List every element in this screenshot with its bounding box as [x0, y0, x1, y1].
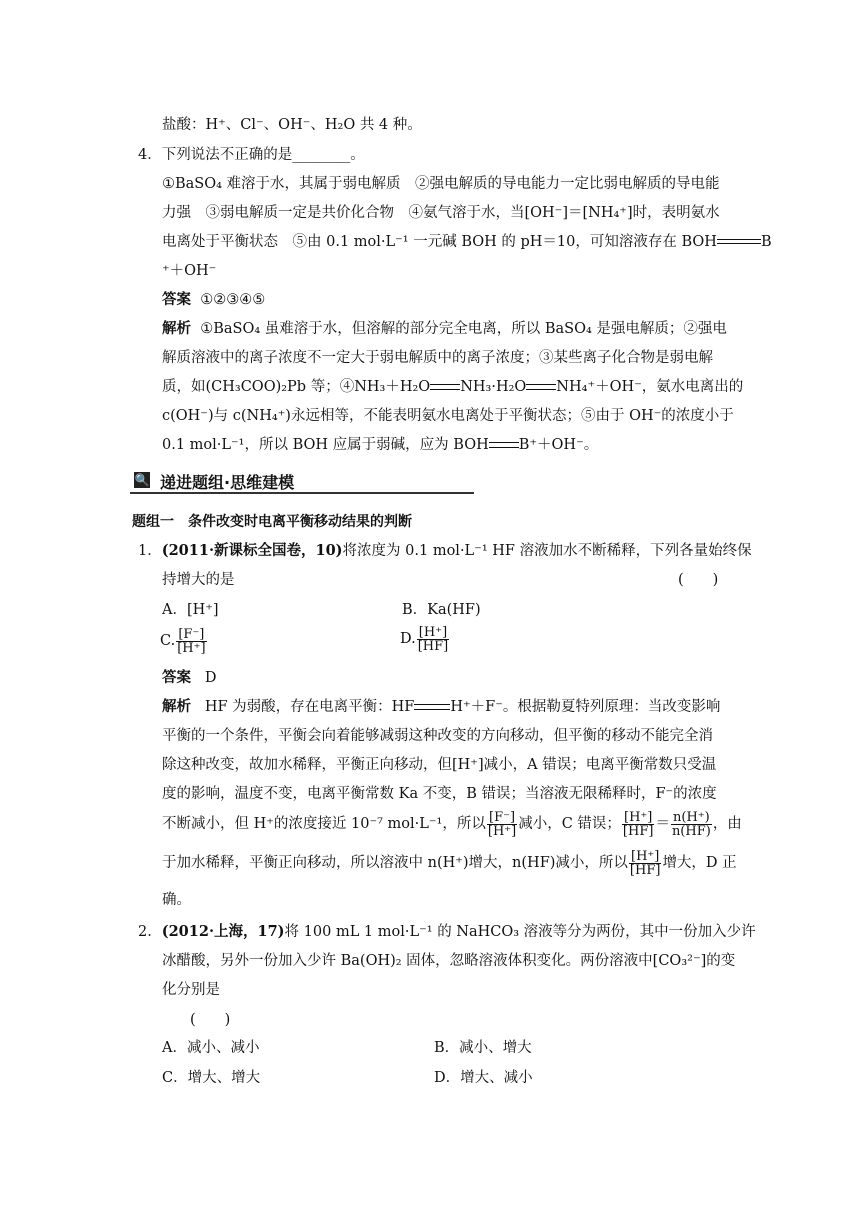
analysis-text: 不断减小，但 H⁺的浓度接近 10⁻⁷ mol·L⁻¹，所以 [162, 816, 486, 832]
equilibrium-arrow-icon [430, 381, 460, 393]
fraction [629, 850, 662, 877]
analysis-text: 减小，C 错误； [518, 816, 621, 832]
q1-answer-paren: ( ) [678, 572, 719, 588]
numerator: n(H⁺) [671, 811, 712, 825]
analysis-text: NH₄⁺＋OH⁻，氨水电离出的 [556, 379, 744, 395]
q2-line-3: 化分别是 [162, 982, 220, 998]
fraction [671, 811, 712, 838]
equilibrium-arrow-icon [526, 381, 556, 393]
q2-option-c: C．增大、增大 [162, 1070, 261, 1086]
equilibrium-arrow-icon [414, 701, 450, 713]
answer-value: D [204, 670, 217, 686]
answer-value: ①②③④⑤ [200, 292, 266, 308]
q1-analysis-7: 确。 [162, 892, 191, 908]
analysis-text: ①BaSO₄ 虽难溶于水，但溶解的部分完全电离，所以 BaSO₄ 是强电解质；②强电 [200, 321, 727, 337]
denominator: [HF] [417, 638, 449, 654]
q2-option-d: D．增大、减小 [434, 1070, 533, 1086]
question-text: 将浓度为 0.1 mol·L⁻¹ HF 溶液加水不断稀释，下列各量始终保 [342, 543, 752, 559]
fraction [622, 811, 655, 838]
analysis-text: H⁺＋F⁻。根据勒夏特列原理：当改变影响 [450, 699, 721, 715]
q4-line-4: ⁺＋OH⁻ [162, 263, 217, 279]
question-number: 2． [138, 924, 162, 940]
q4-analysis-1 [162, 319, 727, 339]
numerator: [H⁺] [629, 850, 662, 864]
analysis-text: 0.1 mol·L⁻¹，所以 BOH 应属于弱碱，应为 BOH [162, 437, 489, 453]
analysis-label: 解析 [162, 320, 191, 337]
analysis-text: HF 为弱酸，存在电离平衡：HF [204, 699, 415, 715]
option-label: C. [160, 633, 176, 649]
q2-option-b: B．减小、增大 [434, 1040, 532, 1056]
magnifier-icon: 🔍 [134, 473, 150, 487]
q1-option-a: A．[H⁺] [162, 602, 219, 618]
option-label: D. [400, 631, 416, 647]
analysis-text: NH₃·H₂O [460, 379, 527, 395]
question-source: (2012·上海，17) [161, 923, 285, 940]
q1-analysis-6 [162, 846, 737, 880]
q4-line-3 [162, 232, 772, 252]
q2-line-2: 冰醋酸，另外一份加入少许 Ba(OH)₂ 固体，忽略溶液体积变化。两份溶液中[CO₃²⁻]的变 [162, 953, 736, 969]
analysis-label: 解析 [162, 698, 191, 715]
question-text: 将 100 mL 1 mol·L⁻¹ 的 NaHCO₃ 溶液等分为两份，其中一份加入少许 [284, 924, 756, 940]
q4-line-3-text: 电离处于平衡状态 ⑤由 0.1 mol·L⁻¹ 一元碱 BOH 的 pH＝10，可知溶液存在 BOH [162, 234, 717, 250]
analysis-text: 增大，D 正 [662, 855, 737, 871]
denominator: [HF] [622, 823, 654, 839]
q4-analysis-5 [162, 435, 598, 455]
q1-analysis-2: 平衡的一个条件，平衡会向着能够减弱这种改变的方向移动，但平衡的移动不能完全消 [162, 728, 713, 744]
q4-analysis-3 [162, 377, 743, 397]
analysis-text: B⁺＋OH⁻。 [518, 437, 599, 453]
fraction [487, 811, 517, 838]
analysis-text: ＝ [655, 816, 670, 832]
denominator: [HF] [629, 862, 661, 878]
section-underline [130, 492, 474, 494]
question-number: 1． [138, 543, 162, 559]
q2-answer-paren: ( ) [190, 1012, 231, 1028]
group-heading: 题组一 条件改变时电离平衡移动结果的判断 [132, 514, 412, 530]
q1-option-d [400, 624, 450, 654]
numerator: [F⁻] [176, 628, 206, 642]
fraction [176, 628, 206, 655]
q1-option-c [160, 626, 208, 656]
analysis-text: 于加水稀释，平衡正向移动，所以溶液中 n(H⁺)增大，n(HF)减小，所以 [162, 855, 628, 871]
section-title: 递进题组·思维建模 [160, 473, 295, 492]
q4-analysis-4: c(OH⁻)与 c(NH₄⁺)永远相等，不能表明氨水电离处于平衡状态；⑤由于 OH⁻的浓度小于 [162, 408, 734, 424]
q4-line-2: 力强 ③弱电解质一定是共价化合物 ④氨气溶于水，当[OH⁻]＝[NH₄⁺]时，表明氨水 [162, 205, 720, 221]
answer-label: 答案 [162, 291, 191, 308]
q1-analysis-5 [162, 807, 742, 841]
q1-line-1 [138, 541, 752, 561]
numerator: [H⁺] [417, 626, 450, 640]
numerator: [H⁺] [622, 811, 655, 825]
q4-line-3-b: B [760, 234, 772, 250]
analysis-text: 质，如(CH₃COO)₂Pb 等；④NH₃＋H₂O [162, 379, 431, 395]
question-source: (2011·新课标全国卷，10) [161, 542, 343, 559]
analysis-text: ，由 [712, 816, 742, 832]
q4-line-1: ①BaSO₄ 难溶于水，其属于弱电解质 ②强电解质的导电能力一定比弱电解质的导电能 [162, 176, 720, 192]
q4-stem: 4．下列说法不正确的是________。 [138, 147, 365, 163]
denominator: [H⁺] [177, 640, 206, 656]
hcl-species-line: 盐酸：H⁺、Cl⁻、OH⁻、H₂O 共 4 种。 [162, 117, 422, 133]
q2-option-a: A．减小、减小 [162, 1040, 260, 1056]
denominator: n(HF) [671, 823, 711, 839]
answer-label: 答案 [162, 669, 191, 686]
equals-arrow-icon [717, 236, 761, 248]
fraction [417, 626, 450, 653]
q1-option-b: B．Ka(HF) [402, 602, 481, 618]
q1-analysis-4: 度的影响，温度不变，电离平衡常数 Ka 不变，B 错误；当溶液无限稀释时，F⁻的浓度 [162, 786, 717, 802]
equilibrium-arrow-icon [489, 439, 519, 451]
q1-analysis-1 [162, 697, 720, 717]
section-header [130, 468, 474, 494]
denominator: [H⁺] [487, 823, 517, 839]
q2-line-1 [138, 922, 756, 942]
numerator: [F⁻] [487, 811, 517, 825]
q1-answer [162, 668, 216, 688]
q1-analysis-3: 除这种改变，故加水稀释，平衡正向移动，但[H⁺]减小，A 错误；电离平衡常数只受温 [162, 757, 717, 773]
q4-answer [162, 290, 265, 310]
q1-line-2: 持增大的是 [162, 572, 235, 588]
q4-analysis-2: 解质溶液中的离子浓度不一定大于弱电解质中的离子浓度；③某些离子化合物是弱电解 [162, 350, 713, 366]
